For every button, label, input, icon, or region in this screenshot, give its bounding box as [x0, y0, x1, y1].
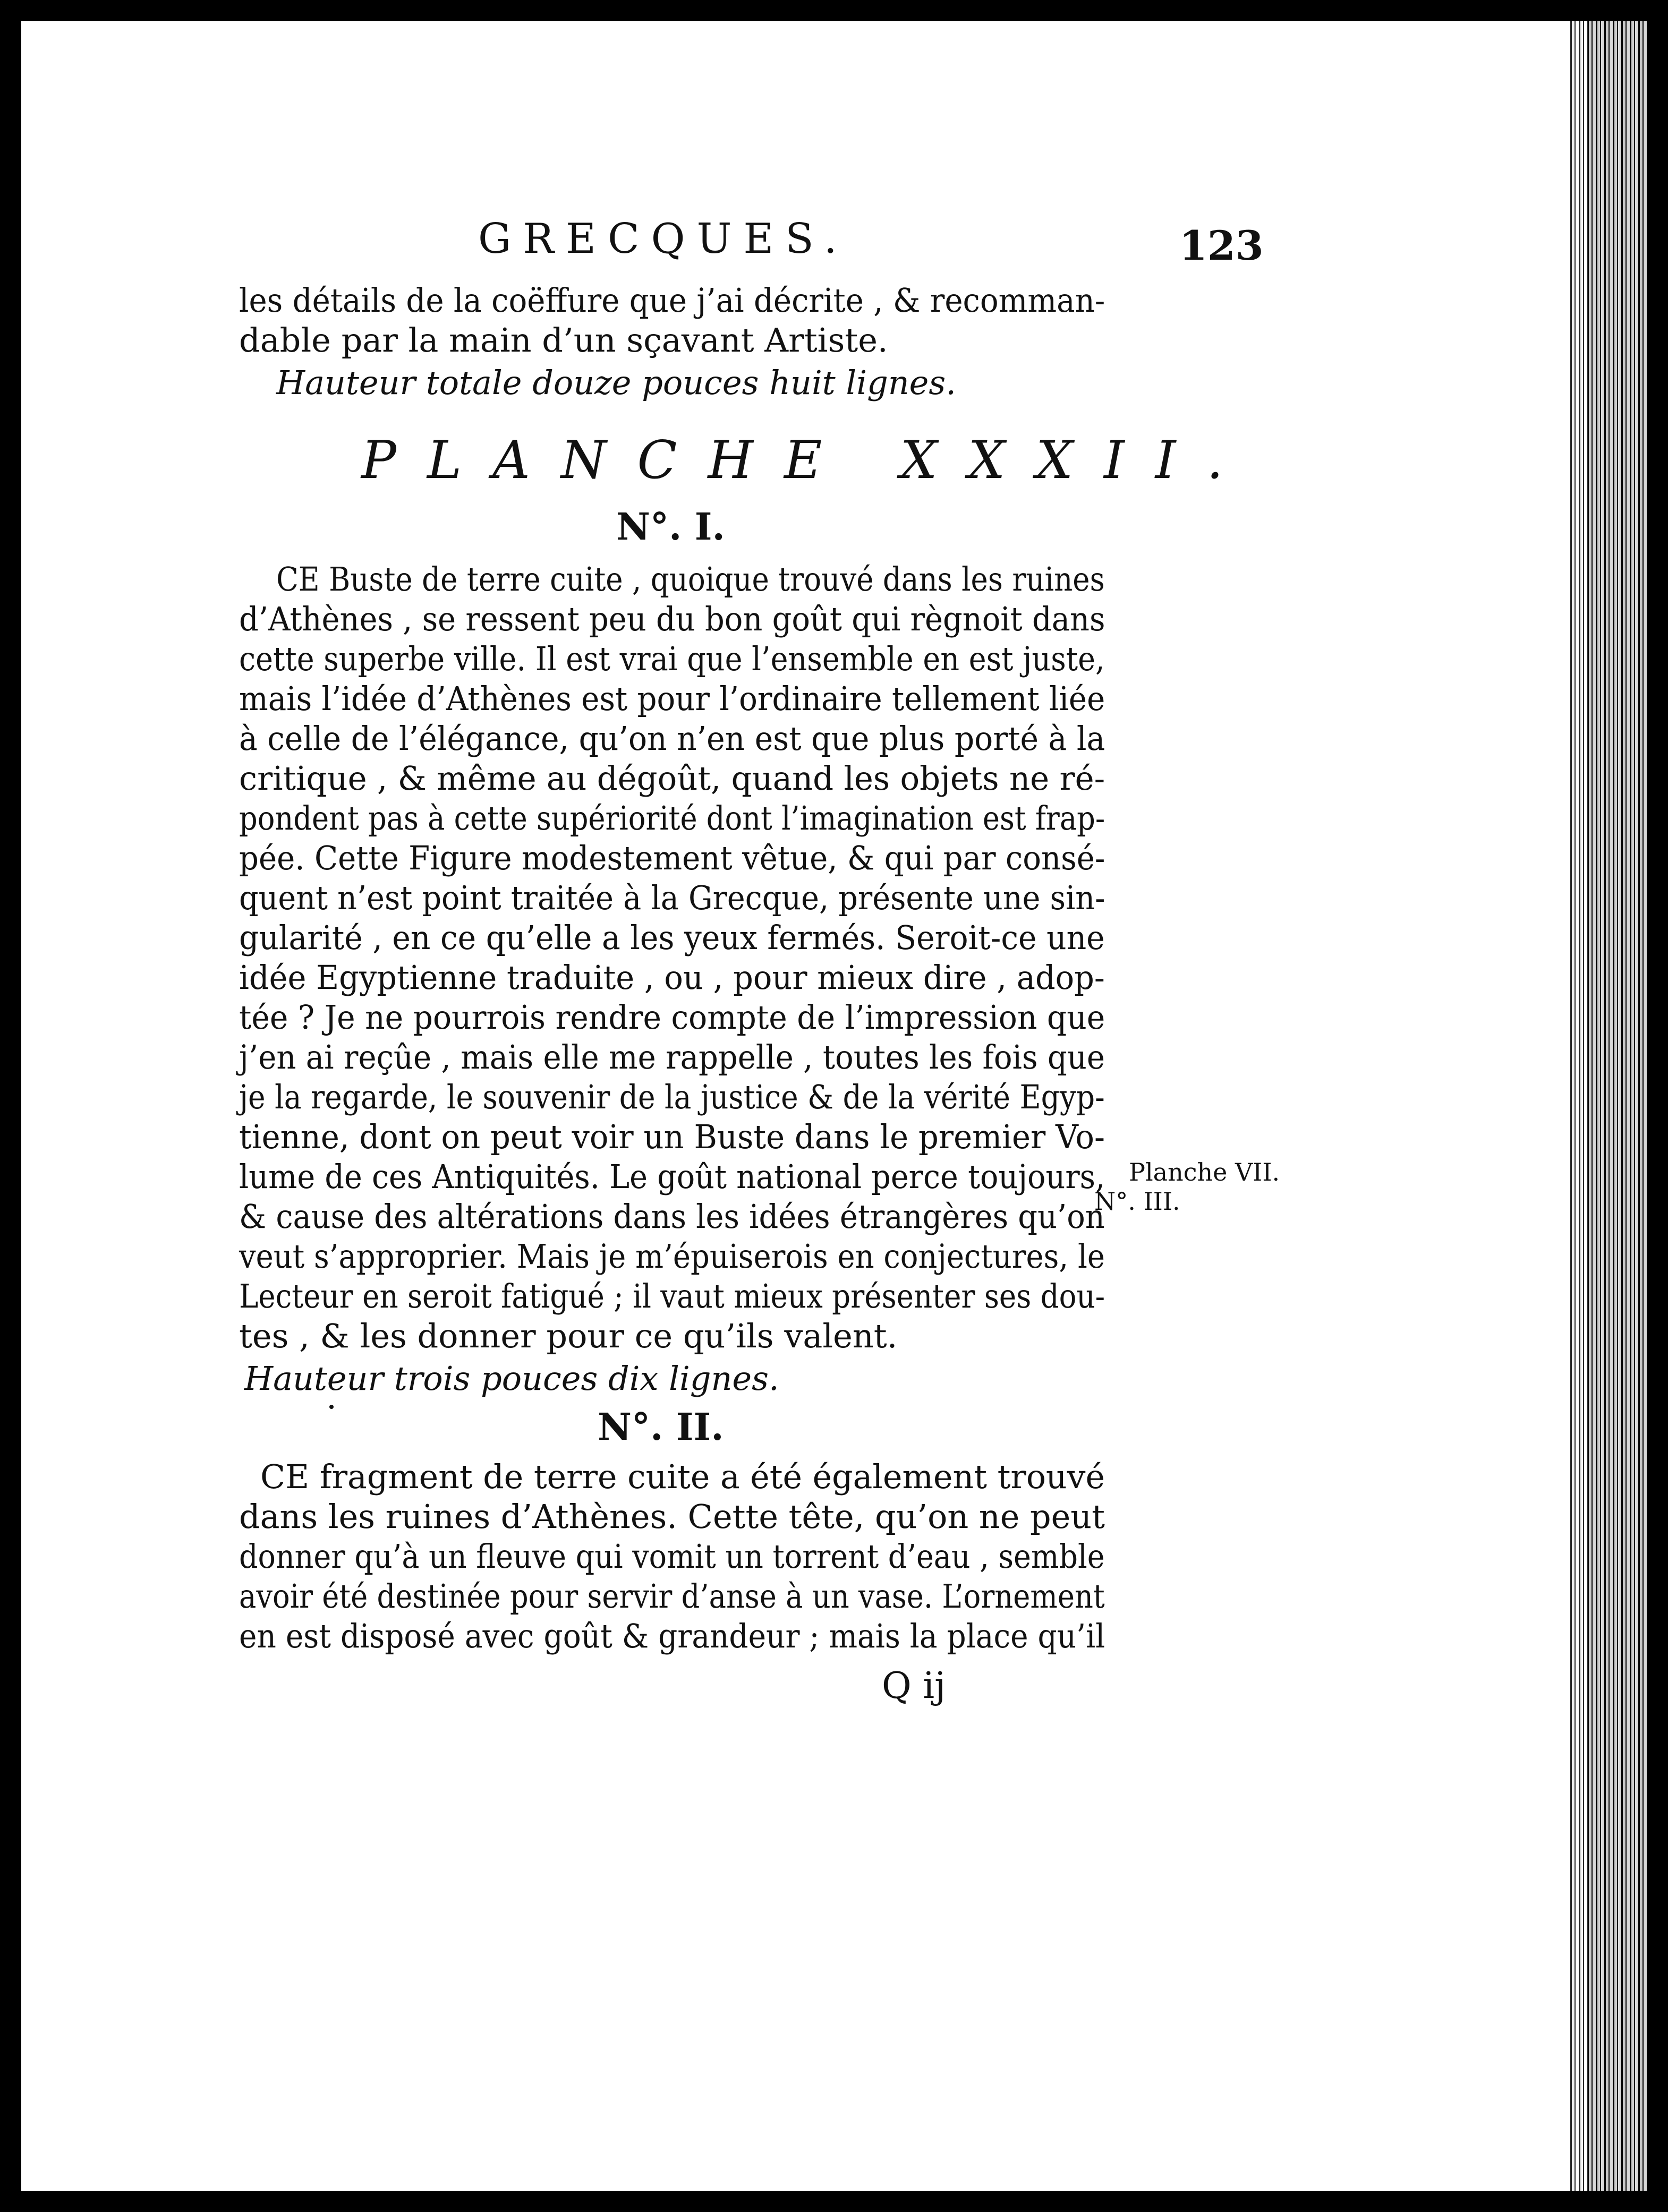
- section-number-2: N°. II.: [598, 1405, 724, 1449]
- body-line: avoir été destinée pour servir d’anse à un vase. L’ornement: [239, 1577, 1105, 1616]
- body-line: idée Egyptienne traduite , ou , pour mieux dire , adop-: [239, 958, 1105, 997]
- body-line: mais l’idée d’Athènes est pour l’ordinaire tellement liée: [239, 679, 1105, 718]
- signature-mark: Q ij: [882, 1665, 946, 1707]
- intro-line: les détails de la coëffure que j’ai décrite , & recomman-: [239, 281, 1105, 320]
- body-line: gularité , en ce qu’elle a les yeux fermés. Seroit-ce une: [239, 918, 1105, 957]
- body-line: je la regarde, le souvenir de la justice & de la vérité Egyp-: [239, 1078, 1105, 1116]
- running-head: GRECQUES.: [478, 215, 849, 263]
- body-line: veut s’approprier. Mais je m’épuiserois en conjectures, le: [239, 1237, 1105, 1276]
- plate-title: PLANCHE XXXII.: [361, 430, 1254, 491]
- intro-line: dable par la main d’un sçavant Artiste.: [239, 321, 888, 360]
- body-line: j’en ai reçûe , mais elle me rappelle , toutes les fois que: [239, 1038, 1105, 1077]
- body-line: dans les ruines d’Athènes. Cette tête, qu’on ne peut: [239, 1497, 1105, 1536]
- body-line: quent n’est point traitée à la Grecque, présente une sin-: [239, 878, 1105, 917]
- body-line: critique , & même au dégoût, quand les objets ne ré-: [239, 759, 1105, 798]
- section1-height-note: Hauteur trois pouces dix lignes.: [244, 1359, 779, 1398]
- body-line: tienne, dont on peut voir un Buste dans le premier Vo-: [239, 1117, 1105, 1156]
- body-line: tes , & les donner pour ce qu’ils valent.: [239, 1317, 898, 1355]
- section-number-1: N°. I.: [616, 505, 725, 549]
- margin-note-plate: Planche VII.: [1129, 1158, 1280, 1186]
- body-line: Lecteur en seroit fatigué ; il vaut mieux présenter ses dou-: [239, 1277, 1105, 1316]
- body-line: en est disposé avec goût & grandeur ; mais la place qu’il: [239, 1617, 1105, 1655]
- page-number: 123: [1179, 222, 1264, 269]
- body-line: à celle de l’élégance, qu’on n’en est que plus porté à la: [239, 719, 1105, 758]
- book-page: [21, 21, 1588, 2191]
- body-line: & cause des altérations dans les idées étrangères qu’on: [239, 1197, 1105, 1236]
- body-line: lume de ces Antiquités. Le goût national perce toujours,: [239, 1157, 1105, 1196]
- body-line: pondent pas à cette supériorité dont l’imagination est frap-: [239, 799, 1105, 838]
- body-line: CE Buste de terre cuite , quoique trouvé dans les ruines: [276, 560, 1105, 599]
- body-line: cette superbe ville. Il est vrai que l’ensemble en est juste,: [239, 639, 1105, 678]
- body-line: d’Athènes , se ressent peu du bon goût qui règnoit dans: [239, 600, 1105, 638]
- intro-height-note: Hauteur totale douze pouces huit lignes.: [276, 363, 956, 402]
- body-line: donner qu’à un fleuve qui vomit un torrent d’eau , semble: [239, 1537, 1105, 1576]
- page-edge: [1567, 21, 1647, 2191]
- stray-mark: [329, 1405, 334, 1409]
- body-line: tée ? Je ne pourrois rendre compte de l’impression que: [239, 998, 1105, 1037]
- body-line: CE fragment de terre cuite a été également trouvé: [260, 1457, 1105, 1496]
- margin-note-number: N°. III.: [1094, 1187, 1180, 1216]
- body-line: pée. Cette Figure modestement vêtue, & qui par consé-: [239, 839, 1105, 877]
